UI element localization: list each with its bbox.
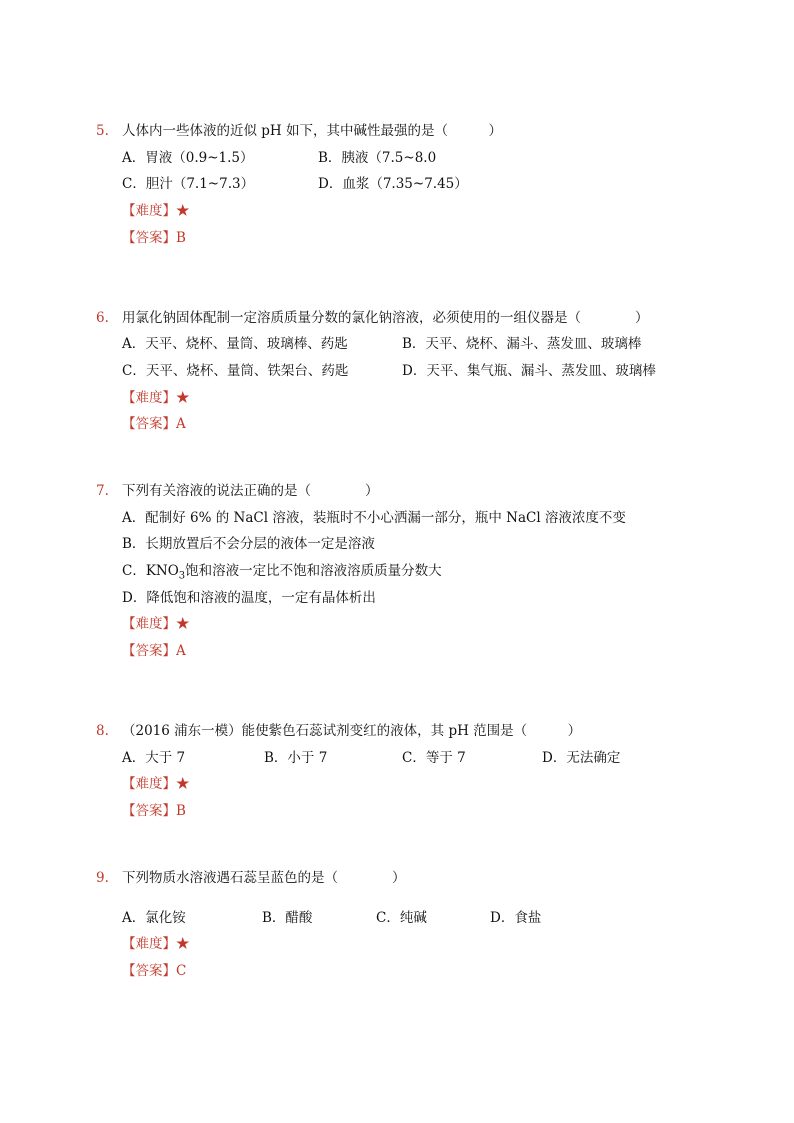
- option-a: A．氯化铵: [122, 910, 186, 926]
- difficulty-label: 【难度】: [122, 616, 176, 632]
- question-stem: 用氯化钠固体配制一定溶质质量分数的氯化钠溶液，必须使用的一组仪器是（ ）: [122, 310, 649, 326]
- answer-label: 【答案】: [122, 803, 176, 819]
- option-d: D．无法确定: [542, 750, 621, 766]
- answer-label: 【答案】: [122, 643, 176, 659]
- option-a: A．配制好 6% 的 NaCl 溶液，装瓶时不小心洒漏一部分，瓶中 NaCl 溶液浓度不变: [122, 510, 626, 526]
- question-stem: 人体内一些体液的近似 pH 如下，其中碱性最强的是（ ）: [122, 123, 502, 139]
- option-d: D．天平、集气瓶、漏斗、蒸发皿、玻璃棒: [402, 363, 656, 379]
- option-b: B．天平、烧杯、漏斗、蒸发皿、玻璃棒: [402, 336, 642, 352]
- option-b: B．长期放置后不会分层的液体一定是溶液: [122, 536, 375, 552]
- option-c: C．纯碱: [376, 910, 427, 926]
- difficulty-row: [122, 935, 190, 953]
- answer-label: 【答案】: [122, 230, 176, 246]
- star-icon: ★: [176, 203, 190, 219]
- option-d: D．降低饱和溶液的温度，一定有晶体析出: [122, 590, 376, 606]
- option-a: A．大于 7: [122, 750, 186, 766]
- answer-value: A: [176, 416, 186, 432]
- difficulty-label: 【难度】: [122, 776, 176, 792]
- option-c: [122, 562, 442, 586]
- difficulty-row: [122, 389, 190, 407]
- answer-value: C: [176, 963, 187, 979]
- difficulty-row: [122, 775, 190, 793]
- answer-value: A: [176, 643, 186, 659]
- answer-label: 【答案】: [122, 416, 176, 432]
- option-b: B．醋酸: [262, 910, 313, 926]
- star-icon: ★: [176, 776, 190, 792]
- question-number: 7.: [96, 483, 109, 499]
- question-number: 5.: [96, 123, 109, 139]
- star-icon: ★: [176, 616, 190, 632]
- option-c: C．胆汁（7.1~7.3）: [122, 176, 255, 192]
- star-icon: ★: [176, 390, 190, 406]
- answer-row: [122, 415, 186, 433]
- answer-row: [122, 802, 186, 820]
- option-d: D．食盐: [490, 910, 542, 926]
- difficulty-row: [122, 615, 190, 633]
- option-c-rest: 饱和溶液一定比不饱和溶液溶质质量分数大: [185, 563, 442, 579]
- difficulty-label: 【难度】: [122, 203, 176, 219]
- difficulty-label: 【难度】: [122, 390, 176, 406]
- option-a: A．胃液（0.9~1.5）: [122, 150, 254, 166]
- answer-label: 【答案】: [122, 963, 176, 979]
- answer-row: [122, 229, 186, 247]
- question-stem: 下列有关溶液的说法正确的是（ ）: [122, 483, 379, 499]
- option-c-prefix: C．KNO: [122, 563, 179, 579]
- option-b: B．小于 7: [264, 750, 328, 766]
- question-number: 9.: [96, 870, 109, 886]
- question-stem: （2016 浦东一模）能使紫色石蕊试剂变红的液体，其 pH 范围是（ ）: [122, 723, 582, 739]
- option-d: D．血浆（7.35~7.45）: [318, 176, 468, 192]
- question-stem: 下列物质水溶液遇石蕊呈蓝色的是（ ）: [122, 870, 406, 886]
- subscript: 3: [178, 570, 186, 582]
- difficulty-row: [122, 202, 190, 220]
- option-c: C．等于 7: [402, 750, 466, 766]
- answer-value: B: [176, 230, 186, 246]
- option-b: B．胰液（7.5~8.0: [318, 150, 437, 166]
- option-c: C．天平、烧杯、量筒、铁架台、药匙: [122, 363, 349, 379]
- option-a: A．天平、烧杯、量筒、玻璃棒、药匙: [122, 336, 348, 352]
- question-number: 6.: [96, 310, 109, 326]
- answer-value: B: [176, 803, 186, 819]
- difficulty-label: 【难度】: [122, 936, 176, 952]
- answer-row: [122, 642, 186, 660]
- question-number: 8.: [96, 723, 109, 739]
- answer-row: [122, 962, 186, 980]
- star-icon: ★: [176, 936, 190, 952]
